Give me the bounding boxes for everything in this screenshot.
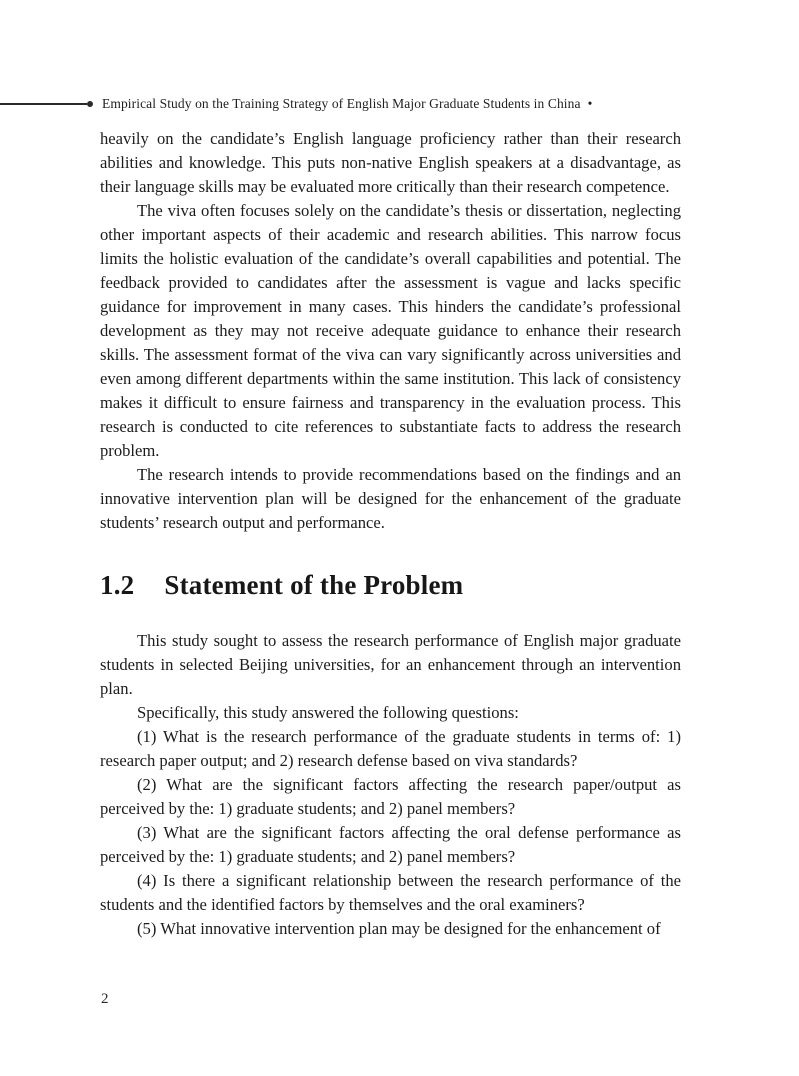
running-title-text: Empirical Study on the Training Strategy of English Major Graduate Students in China (102, 96, 581, 111)
section-heading (100, 567, 681, 603)
research-question: (3) What are the significant factors affecting the oral defense performance as perceived by the: 1) graduate students; and 2) panel members? (100, 823, 681, 866)
page-body (100, 127, 681, 941)
page-number: 2 (101, 991, 109, 1007)
research-question: (4) Is there a significant relationship between the research performance of the students and the identified factors by themselves and the oral examiners? (100, 871, 681, 914)
research-question: (1) What is the research performance of the graduate students in terms of: 1) research paper output; and 2) research defense based on viva standards? (100, 727, 681, 770)
running-header (0, 0, 799, 120)
header-rule-bullet-icon (87, 101, 93, 107)
body-paragraph: This study sought to assess the research performance of English major graduate students in selected Beijing universities, for an enhancement through an intervention plan. (100, 631, 681, 698)
body-paragraph: The viva often focuses solely on the candidate’s thesis or dissertation, neglecting other important aspects of their academic and research abilities. This narrow focus limits the holistic evaluation of the candidate’s overall capabilities and potential. The feedback provided to candidates after the assessment is vague and lacks specific guidance for improvement in many cases. This hinders the candidate’s professional development as they may not receive adequate guidance to enhance their research skills. The assessment format of the viva can vary significantly across universities and even among different departments within the same institution. This lack of consistency makes it difficult to ensure fairness and transparency in the evaluation process. This research is conducted to cite references to substantiate facts to address the research problem. (100, 201, 681, 460)
running-title (102, 95, 592, 113)
body-paragraph: The research intends to provide recommendations based on the findings and an innovative intervention plan will be designed for the enhancement of the graduate students’ research output and performance. (100, 465, 681, 532)
section-heading-title: Statement of the Problem (164, 570, 464, 600)
section-heading-number: 1.2 (100, 570, 135, 600)
body-paragraph: Specifically, this study answered the following questions: (137, 703, 519, 722)
research-question: (5) What innovative intervention plan may be designed for the enhancement of (137, 919, 661, 938)
header-trailing-bullet-icon: • (587, 96, 593, 111)
body-paragraph: heavily on the candidate’s English language proficiency rather than their research abilities and knowledge. This puts non-native English speakers at a disadvantage, as their language skills may be evaluated more critically than their research competence. (100, 129, 681, 196)
header-rule-line (0, 103, 87, 105)
research-question: (2) What are the significant factors affecting the research paper/output as perceived by the: 1) graduate students; and 2) panel members? (100, 775, 681, 818)
